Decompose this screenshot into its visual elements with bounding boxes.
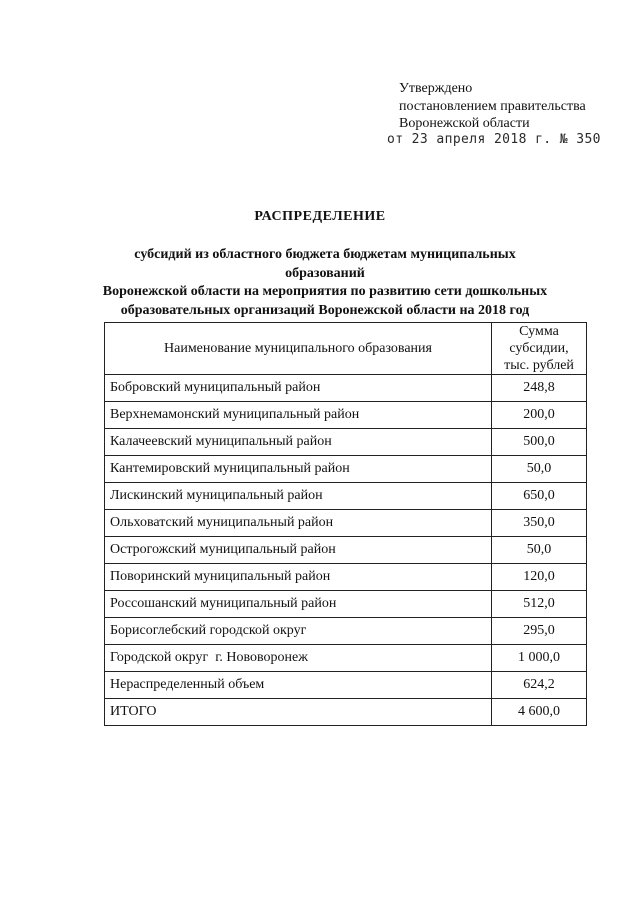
row-amount: 350,0 <box>492 510 587 537</box>
row-name: Острогожский муниципальный район <box>105 537 492 564</box>
column-header-amount-line-2: тыс. рублей <box>504 358 574 373</box>
row-name: Борисоглебский городской округ <box>105 618 492 645</box>
table-row <box>105 591 587 618</box>
row-name: Поворинский муниципальный район <box>105 564 492 591</box>
table-row <box>105 564 587 591</box>
subsidy-distribution-table <box>104 322 587 726</box>
row-amount: 295,0 <box>492 618 587 645</box>
row-amount: 120,0 <box>492 564 587 591</box>
row-name: Нераспределенный объем <box>105 672 492 699</box>
row-name: Кантемировский муниципальный район <box>105 456 492 483</box>
row-amount: 624,2 <box>492 672 587 699</box>
row-amount: 200,0 <box>492 402 587 429</box>
approval-line-region: Воронежской области <box>399 116 530 131</box>
table-body <box>105 375 587 726</box>
table-row <box>105 402 587 429</box>
subtitle-line-1: субсидий из областного бюджета бюджетам муниципальных образований <box>134 247 516 281</box>
table-row <box>105 456 587 483</box>
table-row <box>105 672 587 699</box>
row-amount: 50,0 <box>492 456 587 483</box>
table-row <box>105 429 587 456</box>
approval-stamp <box>387 80 601 148</box>
table-row <box>105 618 587 645</box>
row-amount: 50,0 <box>492 537 587 564</box>
table-row <box>105 483 587 510</box>
column-header-name: Наименование муниципального образования <box>105 323 492 375</box>
document-title: РАСПРЕДЕЛЕНИЕ <box>254 209 386 224</box>
table-row <box>105 645 587 672</box>
document-subtitle <box>95 246 555 320</box>
total-label: ИТОГО <box>105 699 492 726</box>
subtitle-line-3: образовательных организаций Воронежской области на 2018 год <box>120 302 530 318</box>
row-name: Ольховатский муниципальный район <box>105 510 492 537</box>
approval-line-resolution: постановлением правительства <box>399 98 586 114</box>
subtitle-line-2: Воронежской области на мероприятия по развитию сети дошкольных <box>102 284 548 299</box>
row-amount: 512,0 <box>492 591 587 618</box>
row-name: Россошанский муниципальный район <box>105 591 492 618</box>
table-row <box>105 375 587 402</box>
row-name: Бобровский муниципальный район <box>105 375 492 402</box>
row-amount: 1 000,0 <box>492 645 587 672</box>
row-name: Городской округ г. Нововоронеж <box>105 645 492 672</box>
approval-date: от 23 апреля 2018 г. № 350 <box>387 131 601 147</box>
column-header-amount-line-1: Сумма субсидии, <box>509 324 569 356</box>
table-row <box>105 537 587 564</box>
row-name: Верхнемамонский муниципальный район <box>105 402 492 429</box>
column-header-amount <box>492 323 587 375</box>
table-row <box>105 510 587 537</box>
table-total-row <box>105 699 587 726</box>
total-amount: 4 600,0 <box>492 699 587 726</box>
row-amount: 500,0 <box>492 429 587 456</box>
row-amount: 248,8 <box>492 375 587 402</box>
row-name: Калачеевский муниципальный район <box>105 429 492 456</box>
row-amount: 650,0 <box>492 483 587 510</box>
row-name: Лискинский муниципальный район <box>105 483 492 510</box>
table-header-row <box>105 323 587 375</box>
approval-line-approved: Утверждено <box>399 81 473 96</box>
